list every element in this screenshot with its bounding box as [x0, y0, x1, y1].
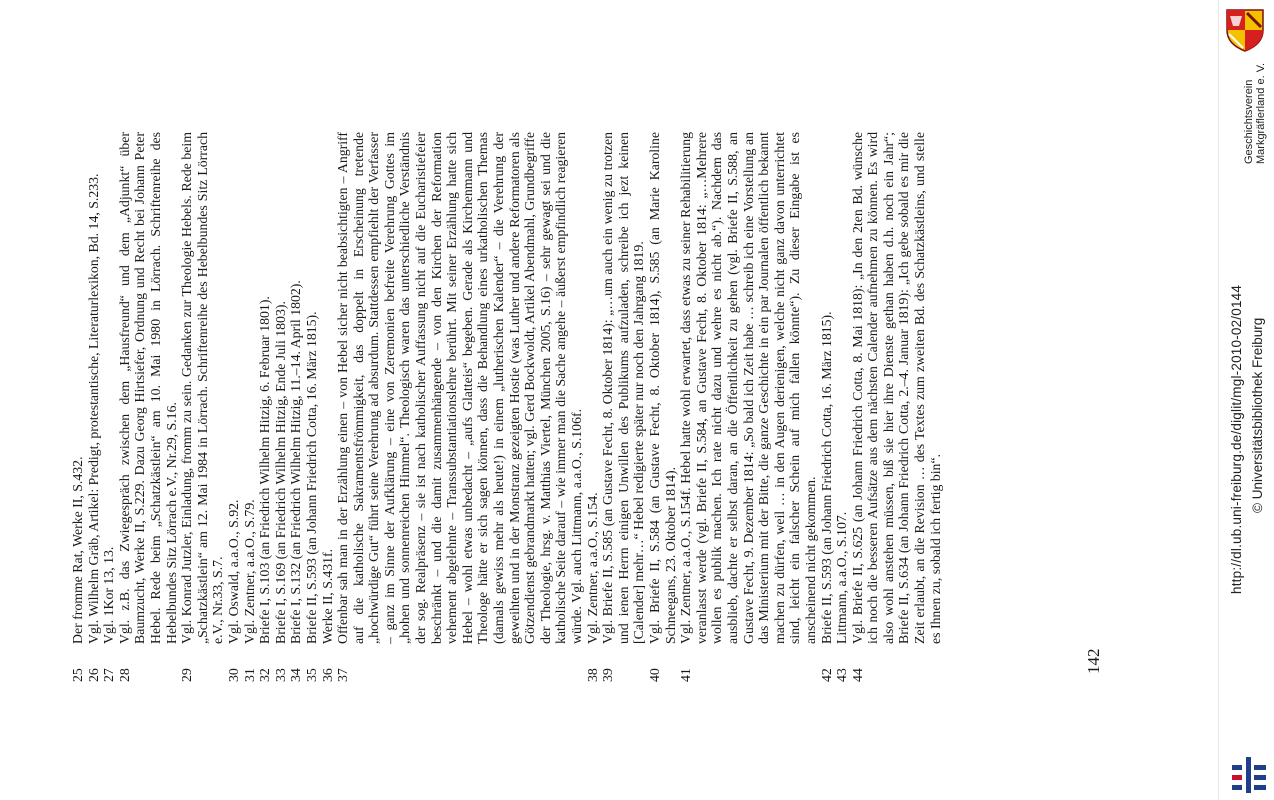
footnote-text: Offenbar sah man in der Erzählung einen – von Hebel sicher nicht beabsichtigten – Angriff auf die katholische Sakramentsfrömmigkeit, das doppelt in Erscheinung tretende „hochwürdige Gut“ führt seine Verehrung ad absurdum. Stattdessen empfiehlt der Verfasser – ganz im Sinne der Aufklärung – eine von Zeremonien befreite Verehrung Gottes im „hohen und sonnenreichen Himmel“. Theologisch waren das unterschiedliche Verständnis der sog. Realpräsenz – sie ist nach katholischer Auffassung nicht auf die Eucharistiefeier beschränkt – und die damit zusammenhängende – von den Kirchen der Reformation vehement abgelehnte – Transsubstantiationslehre berührt. Mit seiner Erzählung hatte sich Hebel – wohl etwas unbedacht – „aufs Glatteis“ begeben. Gerade als Kirchenmann und Theologe hätte er sich sagen können, dass die Behandlung eines urkatholischen Themas (damals gewiss mehr als heute!) in einem „lutherischen Kalender“ – die Verehrung der geweihten und in der Monstranz gezeigten Hostie (was Luther und andere Reformatoren als Götzendienst gebrandmarkt hatten; vgl. Gerd Bockwoldt, Artikel Abendmahl, Grundbegriffe der Theologie, hrsg. v. Matthias Viertel, München 2005, S.16) – sehr gewagt sei und die katholische Seite darauf – wie immer man die Sache angehe – äußerst empfindlich reagieren würde. Vgl. auch Littmann, a.a.O., S.106f. — [335, 132, 584, 644]
footnote-number: 38 — [584, 668, 600, 682]
footnote-number: 33 — [272, 668, 288, 682]
footnote-number: 41 — [678, 668, 694, 682]
coat-of-arms-icon — [1225, 8, 1265, 52]
footnote-number: 28 — [116, 668, 132, 682]
document-url-link[interactable]: http://dl.ub.uni-freiburg.de/diglit/mgl-2010-02/0144 — [1229, 284, 1244, 594]
footnote-number: 44 — [849, 668, 865, 682]
footnote — [257, 132, 273, 682]
footnote-text: Der fromme Rat, Werke II, S.432. — [70, 456, 85, 644]
footnote-text: Vgl. 1Kor 13, 13. — [101, 546, 117, 644]
footnote-number: 37 — [335, 668, 351, 682]
footnote-number: 36 — [319, 668, 335, 682]
footnote-number: 34 — [288, 668, 304, 682]
footnote — [819, 132, 835, 682]
footnote-number: 39 — [600, 668, 616, 682]
footnote — [70, 132, 86, 682]
footnote-text: Briefe II, S.593 (an Johann Friedrich Cotta, 16. März 1815). — [303, 311, 319, 644]
society-name-block — [1243, 63, 1267, 164]
footnote-text: Vgl. z.B. das Zwiegespräch zwischen dem „Hausfreund“ und dem „Adjunkt“ über Baumzucht, Werke II, S.229. Dazu Georg Hirtsiefer, Ordnung und Recht bei Johann Peter Hebel. Rede beim „Schatzkästlein“ am 10. Mai 1980 in Lörrach. Schriftenreihe des Hebelbundes Sitz Lörrach e.V., Nr.29, S.16. — [116, 132, 179, 644]
footnote-text: Vgl. Briefe II, S.584 (an Gustave Fecht, 8. Oktober 1814), S.585 (an Marie Karoline Schneegans, 23. Oktober 1814). — [646, 132, 678, 644]
footnote-number: 42 — [818, 668, 834, 682]
footnote-text: Briefe I, S.132 (an Friedrich Wilhelm Hitzig, 11.–14. April 1802). — [288, 280, 304, 644]
footnote-number: 25 — [70, 668, 85, 682]
footnote-text: Littmann, a.a.O., S.107. — [834, 511, 850, 644]
footnote-text: Vgl. Briefe II, S.625 (an Johann Friedrich Cotta, 8. Mai 1818): „In den 2ten Bd. wünsche ich noch die besseren Aufsätze aus dem nächsten Calender aufnehmen zu können. Es wird also wohl anstehen müssen, biß sie hier ihre Dienste gethan haben d.h. noch ein Jahr“; Briefe II, S.634 (an Johann Friedrich Cotta, 2.–4. Januar 1819): „Ich gebe sobald es mir die Zeit erlaubt, an die Revision … des Textes zum zweiten Bd. des Schatzkästleins, und stelle es Ihnen zu, sobald ich fertig bin“. — [849, 132, 943, 644]
footnote-text: Vgl. Zentner, a.a.O., S.154f. Hebel hatte wohl erwartet, dass etwas zu seiner Rehabilitierung veranlasst werde (vgl. Briefe II, S.584, an Gustave Fecht, 8. Oktober 1814: „…Mehrere wollen es publik machen. Ich rate nicht dazu und wehre es nicht ab.“). Nachdem das ausblieb, dachte er selbst daran, an die Öffentlichkeit zu gehen (vgl. Briefe II, S.588, an Gustave Fecht, 9. Dezember 1814: „So bald ich Zeit habe … schreib ich eine Vorstellung an das Ministerium mit der Bitte, die ganze Geschichte in ein par Journalen öffentlich bekannt machen zu dürfen, weil … in den Augen derienigen, welche nicht ganz davon unterrichtet sind, leicht ein falscher Schein auf mich fallen könnte“). Zu dieser Eingabe ist es anscheinend nicht gekommen. — [678, 132, 818, 644]
footnote-number: 27 — [101, 668, 117, 682]
footnote-number: 29 — [179, 668, 195, 682]
footnote — [179, 132, 226, 682]
footnote — [242, 132, 258, 682]
footnote — [647, 132, 678, 682]
footnote-text: Vgl. Zentner, a.a.O., S.79. — [241, 499, 257, 644]
footnote-number: 43 — [834, 668, 850, 682]
copyright-notice: © Universitätsbibliothek Freiburg — [1250, 317, 1265, 513]
university-library-logo-icon — [1226, 755, 1270, 795]
footnote — [288, 132, 304, 682]
footnote — [600, 132, 647, 682]
footnote-number: 26 — [85, 668, 101, 682]
footnote — [86, 132, 102, 682]
footnotes-list — [70, 132, 943, 682]
footnote-text: Briefe II, S.593 (an Johann Friedrich Cotta, 16. März 1815). — [818, 311, 834, 644]
footnote — [320, 132, 336, 682]
footnote-number: 31 — [241, 668, 257, 682]
footnote-text: Vgl. Briefe II, S.585 (an Gustave Fecht, 8. Oktober 1814): „…um auch ein wenig zu trotzen und ienen Herrn einigen Unwillen des Publikums aufzuladen, schreibe ich jezt keinen [Calender] mehr…“ Hebel redigierte später nur noch den Jahrgang 1819. — [600, 132, 647, 644]
page-number: 142 — [1084, 648, 1103, 674]
footnote-text: Vgl. Zentner, a.a.O., S.154. — [584, 492, 600, 644]
footnote-text: Vgl. Oswald, a.a.O., S.92. — [225, 499, 241, 644]
footnote-text: Briefe I, S.169 (an Friedrich Wilhelm Hitzig, Ende Juli 1803). — [272, 301, 288, 644]
footnote-text: Briefe I, S.103 (an Friedrich Wilhelm Hitzig, 6. Februar 1801). — [257, 296, 273, 644]
footnote — [273, 132, 289, 682]
footnote — [101, 132, 117, 682]
footnote-number: 32 — [257, 668, 273, 682]
footnote — [834, 132, 850, 682]
footnote-text: Werke II, S.431f. — [319, 548, 335, 644]
footnote-text: Vgl. Wilhelm Gräb, Artikel: Predigt, protestantische, Literaturlexikon, Bd. 14, S.233. — [85, 173, 101, 644]
footnote-number: 35 — [303, 668, 319, 682]
society-name-line1: Geschichtsverein — [1243, 79, 1255, 164]
footnote-number: 30 — [225, 668, 241, 682]
footnote — [585, 132, 601, 682]
footnote — [117, 132, 179, 682]
footnote-number: 40 — [646, 668, 662, 682]
footnote — [850, 132, 944, 682]
footnote-text: Vgl. Konrad Jutzler, Einladung, fromm zu sein. Gedanken zur Theologie Hebels. Rede beim „Schatzkästlein“ am 12. Mai 1984 in Lörrach. Schriftenreihe des Hebelbundes Sitz Lörrach e.V., Nr.33, S.7. — [179, 132, 226, 644]
society-name-line2: Markgräflerland e. V. — [1255, 62, 1267, 164]
footnote — [304, 132, 320, 682]
footnote — [226, 132, 242, 682]
footnote — [678, 132, 818, 682]
footnote — [335, 132, 585, 682]
